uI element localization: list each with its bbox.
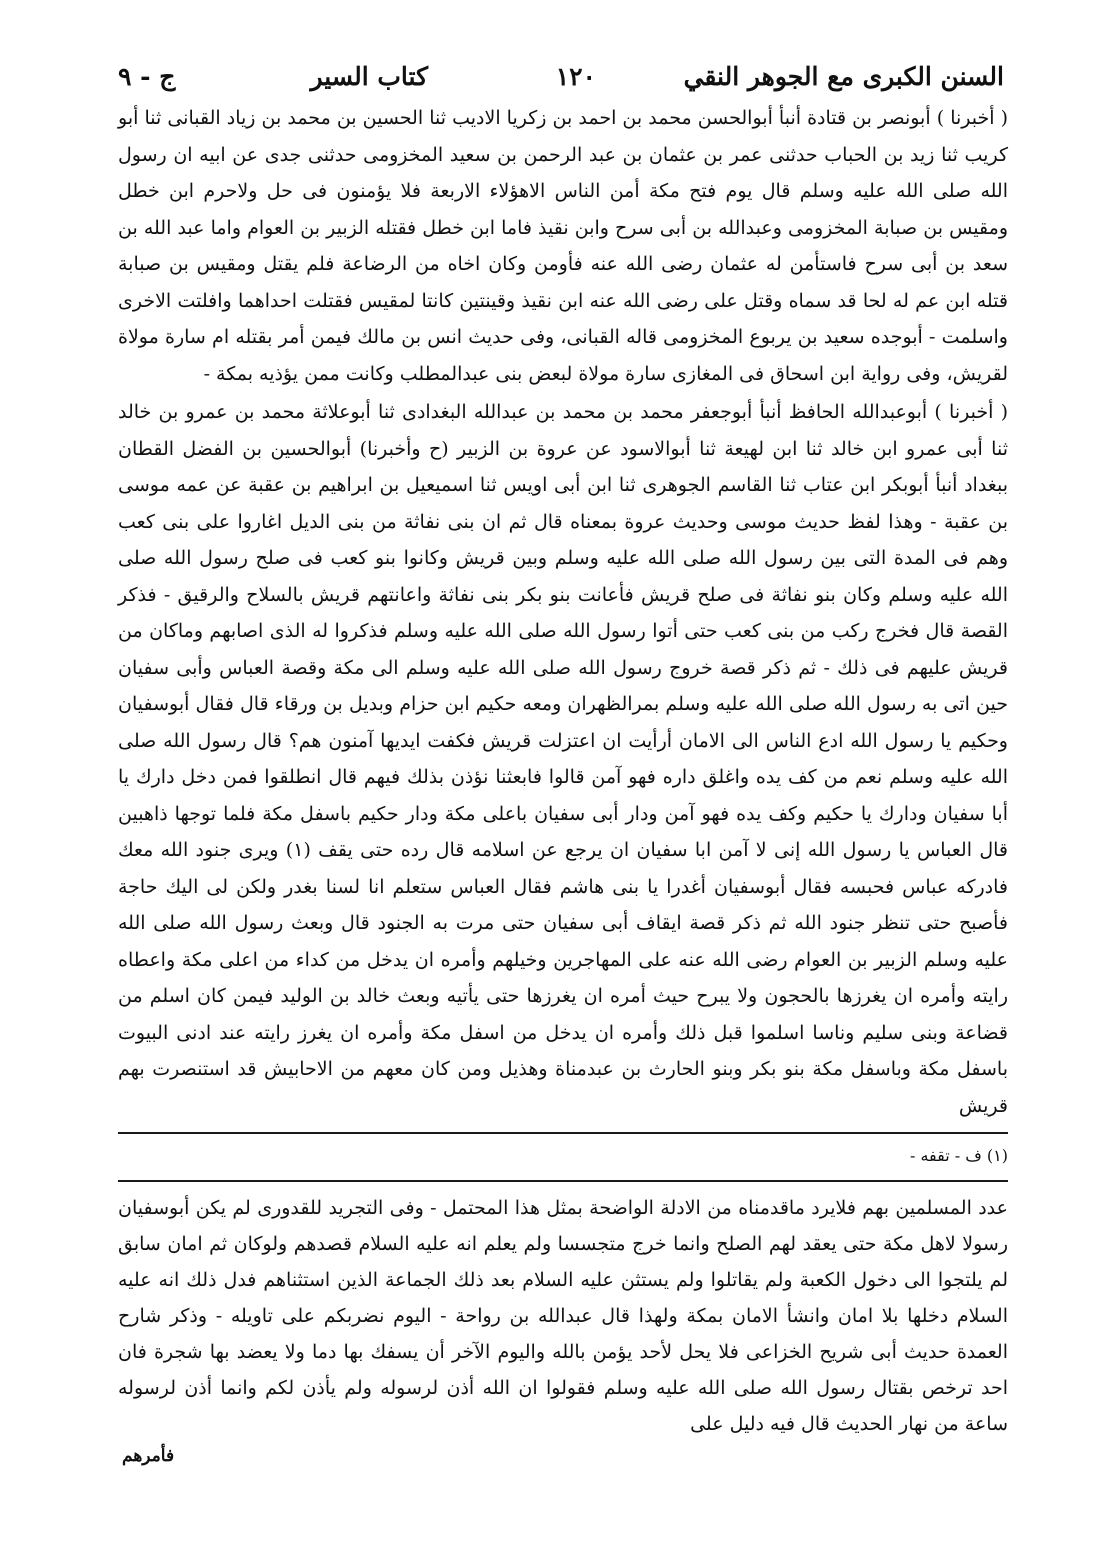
page-number: ١٢٠ <box>555 62 596 91</box>
main-text <box>118 100 1008 1124</box>
main-paragraph: ( أخبرنا ) أبونصر بن قتادة أنبأ أبوالحسن محمد بن احمد بن زكريا الاديب ثنا الحسين بن محمد بن زياد القبانى ثنا أبو كريب ثنا زيد بن الحباب حدثنى عمر بن عثمان بن عبد الرحمن بن سعيد المخزومى حدثنى جدى عن ابيه ان رسول الله صلى الله عليه وسلم قال يوم فتح مكة أمن الناس الاهؤلاء الاربعة فلا يؤمنون فى حل ولاحرم ابن خطل ومقيس بن صبابة المخزومى وعبدالله بن أبى سرح وابن نقيذ فاما ابن خطل فقتله الزبير بن العوام واما عبد الله بن سعد بن أبى سرح فاستأمن له عثمان رضى الله عنه فأومن وكان اخاه من الرضاعة فلم يقتل ومقيس بن صبابة قتله ابن عم له لحا قد سماه وقتل على رضى الله عنه ابن نقيذ وقينتين كانتا لمقيس فقتلت احداهما وافلتت الاخرى واسلمت - أبوجده سعيد بن يربوع المخزومى قاله القبانى، وفى حديث انس بن مالك فيمن أمر بقتله ام سارة مولاة لقريش، وفى رواية ابن اسحاق فى المغازى سارة مولاة لبعض بنى عبدالمطلب وكانت ممن يؤذيه بمكة - <box>118 107 1008 385</box>
main-paragraph: ( أخبرنا ) أبوعبدالله الحافظ أنبأ أبوجعفر محمد بن محمد بن عبدالله البغدادى ثنا أبوعلاثة محمد بن عمرو بن خالد ثنا أبى عمرو ابن خالد ثنا ابن لهيعة ثنا أبوالاسود عن عروة بن الزبير (ح وأخبرنا) أبوالحسين بن الفضل القطان ببغداد أنبأ أبوبكر ابن عتاب ثنا القاسم الجوهرى ثنا ابن أبى اويس ثنا اسميعيل بن ابراهيم بن عقبة عن عمه موسى بن عقبة - وهذا لفظ حديث موسى وحديث عروة بمعناه قال ثم ان بنى نفاثة من بنى الديل اغاروا على بنى كعب وهم فى المدة التى بين رسول الله صلى الله عليه وسلم وبين قريش وكانوا بنو كعب فى صلح رسول الله صلى الله عليه وسلم وكان بنو نفاثة فى صلح قريش فأعانت بنو بكر بنى نفاثة واعانتهم قريش بالسلاح والرقيق - فذكر القصة قال فخرج ركب من بنى كعب حتى أتوا رسول الله صلى الله عليه وسلم فذكروا له الذى اصابهم وماكان من قريش عليهم فى ذلك - ثم ذكر قصة خروج رسول الله صلى الله عليه وسلم الى مكة وقصة العباس وأبى سفيان حين اتى به رسول الله صلى الله عليه وسلم بمرالظهران ومعه حكيم ابن حزام وبديل بن ورقاء قال فقال أبوسفيان وحكيم يا رسول الله ادع الناس الى الامان أرأيت ان اعتزلت قريش فكفت ايديها آمنون هم؟ قال رسول الله صلى الله عليه وسلم نعم من كف يده واغلق داره فهو آمن قالوا فابعثنا نؤذن بذلك فيهم قال انطلقوا فمن دخل دارك يا أبا سفيان ودارك يا حكيم وكف يده فهو آمن ودار أبى سفيان باعلى مكة ودار حكيم باسفل مكة فلما توجها ذاهبين قال العباس يا رسول الله إنى لا آمن ابا سفيان ان يرجع عن اسلامه قال رده حتى يقف (١) ويرى جنود الله معك فادركه عباس فحبسه فقال أبوسفيان أغدرا يا بنى هاشم فقال العباس ستعلم انا لسنا بغدر ولكن لى اليك حاجة فأصبح حتى تنظر جنود الله ثم ذكر قصة ايقاف أبى سفيان حتى مرت به الجنود قال وبعث رسول الله صلى الله عليه وسلم الزبير بن العوام رضى الله عنه على المهاجرين وخيلهم وأمره ان يدخل من كداء من اعلى مكة واعطاه رايته وأمره ان يغرزها بالحجون ولا يبرح حيث أمره ان يغرزها حتى يأتيه وبعث خالد بن الوليد فيمن كان اسلم من قضاعة وبنى سليم وناسا اسلموا قبل ذلك وأمره ان يدخل من اسفل مكة وأمره ان يغرز رايته عند ادنى البيوت باسفل مكة وباسفل مكة بنو بكر وبنو الحارث بن عبدمناة وهذيل ومن كان معهم من الاحابيش قد استنصرت بهم قريش <box>118 401 1008 1117</box>
notes-divider <box>118 1180 1008 1182</box>
notes-paragraph: عدد المسلمين بهم فلايرد ماقدمناه من الادلة الواضحة بمثل هذا المحتمل - وفى التجريد للقدورى لم يكن أبوسفيان رسولا لاهل مكة حتى يعقد لهم الصلح وانما خرج متجسسا ولم يعلم انه عليه السلام قصدهم ولوكان ثم امان سابق لم يلتجوا الى دخول الكعبة ولم يقاتلوا ولم يستثن عليه السلام بعد ذلك الجماعة الذين استثناهم فدل ذلك انه عليه السلام دخلها بلا امان وانشأ الامان بمكة ولهذا قال عبدالله بن رواحة - اليوم نضربكم على تاويله - وذكر شارح العمدة حديث أبى شريح الخزاعى فلا يحل لأحد يؤمن بالله واليوم الآخر أن يسفك بها دما ولا يعضد بها شجرة فان احد ترخص بقتال رسول الله صلى الله عليه وسلم فقولوا ان الله أذن لرسوله ولم يأذن لكم وانما أذن لرسوله ساعة من نهار الحديث قال فيه دليل على <box>118 1197 1008 1435</box>
main-divider <box>118 1132 1008 1134</box>
page-header <box>118 62 1008 92</box>
book-title: كتاب السير <box>310 62 428 91</box>
commentary-notes <box>118 1190 1008 1442</box>
volume-number: ج - ٩ <box>118 62 176 91</box>
catchword: فأمرهم <box>122 1446 175 1466</box>
running-title: السنن الكبرى مع الجوهر النقي <box>683 62 1004 91</box>
footnote: (١) ف - تقفه - <box>909 1146 1008 1165</box>
